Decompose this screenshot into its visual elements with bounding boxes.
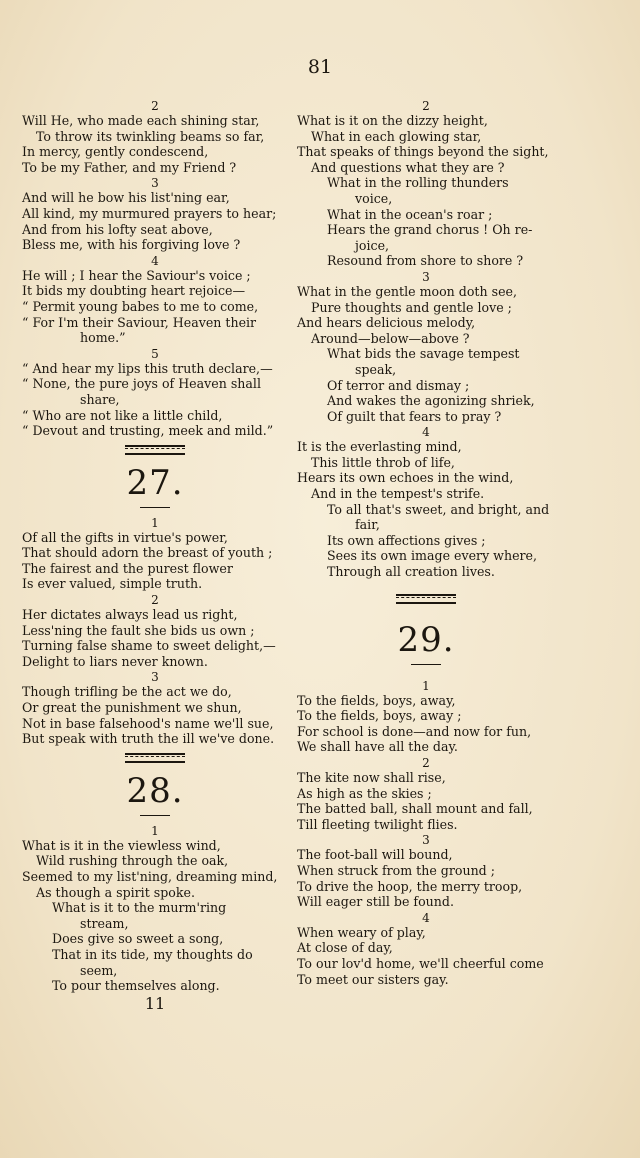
verse-line: Wild rushing through the oak, — [36, 853, 229, 869]
verse-line: Of guilt that fears to pray ? — [327, 408, 502, 424]
verse-line: To all that's sweet, and bright, and — [327, 501, 550, 517]
verse-line: Pure thoughts and gentle love ; — [311, 299, 512, 315]
verse-line: That in its tide, my thoughts do — [52, 946, 253, 962]
verse-line: Bless me, with his forgiving love ? — [22, 237, 241, 253]
verse-line: Hears the grand chorus ! Oh re- — [327, 222, 533, 238]
verse — [22, 176, 288, 252]
verse-line: Less'ning the fault she bids us own ; — [22, 622, 255, 638]
verse-number: 3 — [422, 269, 430, 284]
verse-line: Through all creation lives. — [327, 564, 495, 580]
hymn-27-heading — [22, 445, 288, 508]
verse-line: share, — [80, 391, 120, 407]
hymn-29-verses — [297, 679, 555, 988]
verse — [22, 254, 288, 346]
verse-line: Not in base falsehood's name we'll sue, — [22, 715, 274, 731]
hymn-27-verses — [22, 516, 288, 747]
verse-line: stream, — [80, 915, 129, 931]
verse-line: “ None, the pure joys of Heaven shall — [22, 376, 261, 392]
verse-line: What is it on the dizzy height, — [297, 113, 488, 128]
verse-line: This little throb of life, — [311, 454, 455, 470]
verse — [22, 99, 288, 175]
verse-line: To drive the hoop, the merry troop, — [297, 878, 523, 894]
verse-line: Her dictates always lead us right, — [22, 607, 238, 623]
verse-line: Around—below—above ? — [311, 330, 470, 346]
verse-line: And wakes the agonizing shriek, — [327, 393, 535, 409]
verse — [22, 670, 288, 746]
verse — [297, 425, 555, 579]
verse-line: seem, — [80, 962, 118, 978]
verse-number: 2 — [151, 99, 159, 113]
left-column — [22, 98, 288, 1011]
verse — [297, 911, 555, 987]
verse-line: What in each glowing star, — [311, 128, 482, 144]
verse-line: Till fleeting twilight flies. — [297, 816, 458, 832]
verse-line: As though a spirit spoke. — [36, 884, 195, 900]
verse-number: 4 — [151, 253, 159, 268]
verse-line: For school is done—and now for fun, — [297, 723, 532, 739]
verse — [22, 824, 288, 994]
verse-line: When struck from the ground ; — [297, 862, 495, 878]
verse-line: To meet our sisters gay. — [297, 971, 449, 987]
page-number: 81 — [307, 56, 333, 78]
verse-line: And will he bow his list'ning ear, — [22, 190, 230, 206]
verse-line: Will eager still be found. — [297, 894, 454, 910]
hymn-number: 28. — [126, 770, 184, 811]
verse-line: joice, — [355, 237, 390, 253]
verse-line: “ For I'm their Saviour, Heaven their — [22, 314, 257, 330]
verse-line: All kind, my murmured prayers to hear; — [22, 205, 277, 221]
verse-line: Does give so sweet a song, — [52, 931, 224, 947]
verse-line: What in the ocean's roar ; — [327, 206, 493, 222]
hymn-29-heading — [297, 594, 555, 665]
verse-line: What in the gentle moon doth see, — [297, 283, 517, 299]
verse-number: 5 — [151, 346, 159, 361]
verse-line: Of all the gifts in virtue's power, — [22, 529, 228, 545]
verse-line: The fairest and the purest flower — [22, 560, 233, 576]
verse — [297, 756, 555, 832]
verse-number: 1 — [151, 823, 159, 838]
verse-line: It bids my doubting heart rejoice— — [22, 283, 246, 299]
verse-number: 1 — [151, 515, 159, 530]
verse-number: 2 — [422, 756, 430, 770]
verse-line: But speak with truth the ill we've done. — [22, 731, 275, 747]
verse — [22, 593, 288, 669]
verse-line: What in the rolling thunders — [327, 175, 509, 191]
verse-number: 2 — [151, 593, 159, 608]
signature-mark: 11 — [144, 993, 166, 1013]
verse-line: The foot-ball will bound, — [297, 847, 453, 863]
verse-line: Its own affections gives ; — [327, 532, 486, 548]
verse-line: It is the everlasting mind, — [297, 439, 462, 455]
verse — [297, 833, 555, 909]
verse-number: 3 — [422, 833, 430, 848]
verse-number: 2 — [422, 99, 430, 113]
verse-line: Of terror and dismay ; — [327, 377, 470, 393]
ornament-divider — [125, 753, 185, 763]
verse-line: When weary of play, — [297, 924, 426, 940]
verse — [22, 516, 288, 592]
verse-line: “ And hear my lips this truth declare,— — [22, 360, 273, 376]
verse-number: 3 — [151, 670, 159, 685]
verse-line: Will He, who made each shining star, — [22, 113, 260, 128]
ornament-divider — [125, 445, 185, 455]
verse-line: “ Permit young babes to me to come, — [22, 298, 259, 314]
verse-line: Sees its own image every where, — [327, 548, 538, 564]
verse-line: To pour themselves along. — [52, 978, 220, 994]
hymn-number: 27. — [126, 462, 184, 503]
short-rule — [140, 507, 170, 508]
hymn-28-heading — [22, 753, 288, 816]
verse-line: Seemed to my list'ning, dreaming mind, — [22, 869, 278, 884]
verse-line: To the fields, boys, away, — [297, 692, 456, 708]
verse-line: Though trifling be the act we do, — [22, 684, 232, 700]
verse-line: That should adorn the breast of youth ; — [22, 545, 273, 561]
verse-line: “ Devout and trusting, meek and mild.” — [22, 423, 274, 439]
verse-line: Turning false shame to sweet delight,— — [22, 638, 276, 654]
verse — [22, 347, 288, 439]
right-column — [297, 98, 555, 987]
verse-line: Or great the punishment we shun, — [22, 700, 242, 716]
verse-line: home.” — [80, 330, 126, 346]
short-rule — [140, 815, 170, 816]
verse-line: To be my Father, and my Friend ? — [22, 159, 237, 175]
right-top-verses — [297, 99, 555, 580]
verse-line: fair, — [355, 517, 380, 533]
ornament-divider — [396, 594, 456, 604]
verse-line: To throw its twinkling beams so far, — [36, 128, 265, 144]
verse-line: “ Who are not like a little child, — [22, 407, 223, 423]
verse-line: Delight to liars never known. — [22, 653, 208, 669]
verse — [297, 270, 555, 424]
verse-line: And questions what they are ? — [311, 159, 505, 175]
verse-number: 4 — [422, 425, 430, 440]
verse-line: Hears its own echoes in the wind, — [297, 470, 514, 486]
verse-line: Is ever valued, simple truth. — [22, 576, 203, 592]
verse-line: He will ; I hear the Saviour's voice ; — [22, 267, 251, 283]
verse — [297, 679, 555, 755]
left-top-verses — [22, 99, 288, 439]
hymn-number: 29. — [397, 619, 455, 660]
verse-line: What is it to the murm'ring — [52, 900, 227, 916]
verse-line: voice, — [355, 190, 393, 206]
verse-number: 1 — [422, 678, 430, 693]
verse — [297, 99, 555, 269]
verse-line: The batted ball, shall mount and fall, — [297, 801, 533, 817]
verse-number: 4 — [422, 910, 430, 925]
verse-number: 3 — [151, 176, 159, 191]
verse-line: Resound from shore to shore ? — [327, 253, 524, 269]
verse-line: speak, — [355, 361, 397, 377]
verse-line: To our lov'd home, we'll cheerful come — [297, 955, 544, 971]
verse-line: We shall have all the day. — [297, 739, 458, 755]
verse-line: And hears delicious melody, — [297, 315, 476, 331]
verse-line: As high as the skies ; — [297, 785, 432, 801]
verse-line: To the fields, boys, away ; — [297, 708, 462, 724]
verse-line: What is it in the viewless wind, — [22, 837, 221, 853]
verse-line: At close of day, — [297, 940, 393, 956]
verse-line: In mercy, gently condescend, — [22, 144, 209, 160]
verse-line: And in the tempest's strife. — [311, 486, 485, 502]
verse-line: The kite now shall rise, — [297, 770, 446, 785]
hymn-28-verses — [22, 824, 288, 994]
short-rule — [411, 664, 441, 665]
verse-line: And from his lofty seat above, — [22, 221, 213, 237]
verse-line: What bids the savage tempest — [327, 346, 520, 362]
verse-line: That speaks of things beyond the sight, — [297, 144, 549, 160]
